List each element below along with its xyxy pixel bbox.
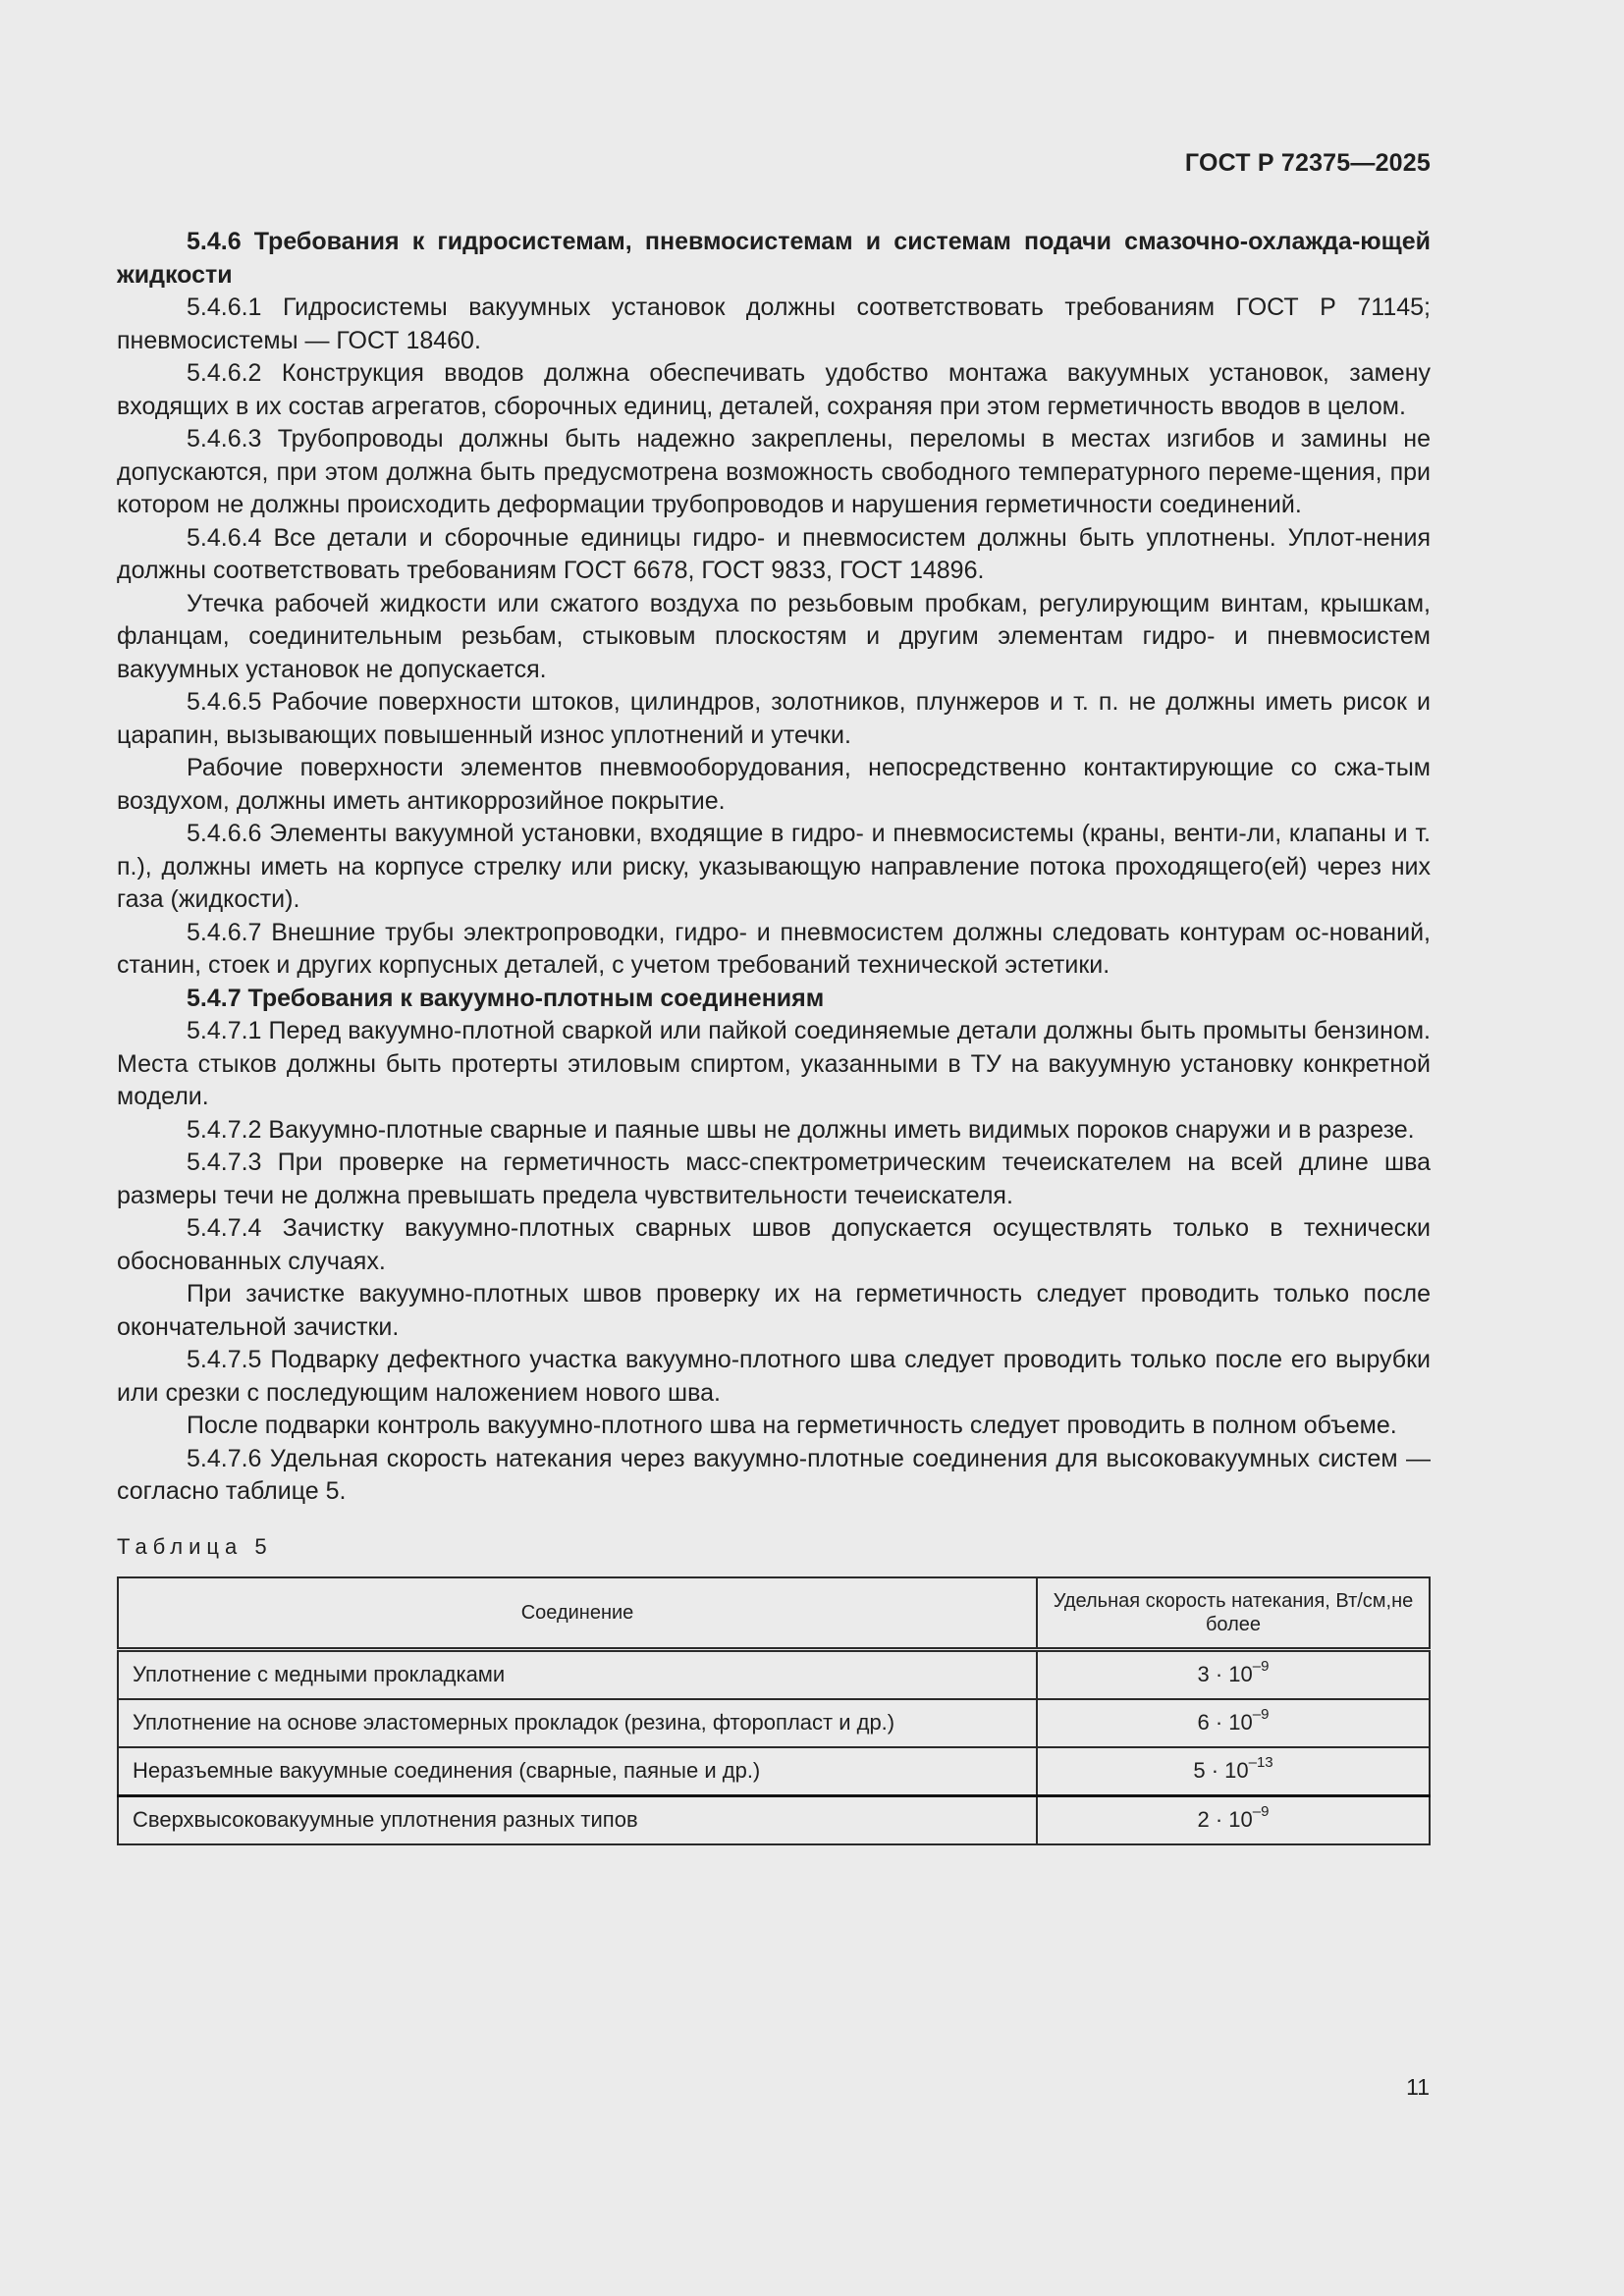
document-body — [117, 226, 1431, 1845]
paragraph: 5.4.7.5 Подварку дефектного участка вакуумно-плотного шва следует проводить только после его вырубки или срезки с последующим наложением нового шва. — [117, 1346, 1431, 1407]
joint-cell: Неразъемные вакуумные соединения (сварные, паяные и др.) — [118, 1747, 1037, 1796]
table-row — [118, 1699, 1430, 1747]
leak-rate-exponent: –9 — [1252, 1657, 1270, 1675]
joint-cell: Сверхвысоковакуумные уплотнения разных типов — [118, 1795, 1037, 1844]
leak-rate-base: 6 · 10 — [1197, 1710, 1253, 1735]
column-header-joint: Соединение — [118, 1577, 1037, 1650]
paragraph: 5.4.6.2 Конструкция вводов должна обеспечивать удобство монтажа вакуумных установок, замену входящих в их состав агрегатов, сборочных единиц, деталей, сохраняя при этом герметичность вводов в целом. — [117, 359, 1431, 420]
leak-rate-table — [117, 1576, 1431, 1845]
leak-rate-exponent: –9 — [1252, 1802, 1270, 1820]
paragraph: 5.4.6.3 Трубопроводы должны быть надежно закреплены, переломы в местах изгибов и замины не допускаются, при этом должна быть предусмотрена возможность свободного температурного переме-щения, при котором не должны происходить деформации трубопроводов и нарушения герметичности соединений. — [117, 425, 1431, 518]
paragraph: 5.4.6.1 Гидросистемы вакуумных установок должны соответствовать требованиям ГОСТ Р 71145; пневмосистемы — ГОСТ 18460. — [117, 294, 1431, 354]
paragraph: Утечка рабочей жидкости или сжатого воздуха по резьбовым пробкам, регулирующим винтам, крышкам, фланцам, соединительным резьбам, стыковым плоскостям и другим элементам гидро- и пневмосистем вакуумных установок не допускается. — [117, 589, 1431, 683]
paragraph: После подварки контроль вакуумно-плотного шва на герметичность следует проводить в полном объеме. — [187, 1412, 1397, 1439]
leak-rate-base: 3 · 10 — [1197, 1662, 1253, 1686]
table-row — [118, 1747, 1430, 1796]
paragraph: Рабочие поверхности элементов пневмооборудования, непосредственно контактирующие со сжа-тым воздухом, должны иметь антикоррозийное покрытие. — [117, 754, 1431, 815]
paragraph: При зачистке вакуумно-плотных швов проверку их на герметичность следует проводить только после окончательной зачистки. — [117, 1280, 1431, 1341]
paragraph: 5.4.6.7 Внешние трубы электропроводки, гидро- и пневмосистем должны следовать контурам ос-нований, станин, стоек и других корпусных деталей, с учетом требований технической эстетики. — [117, 918, 1431, 979]
column-header-leak-rate: Удельная скорость натекания, Вт/см,не более — [1037, 1577, 1430, 1650]
paragraph: 5.4.7.4 Зачистку вакуумно-плотных сварных швов допускается осуществлять только в технически обоснованных случаях. — [117, 1214, 1431, 1275]
leak-rate-cell — [1037, 1699, 1430, 1747]
leak-rate-exponent: –13 — [1248, 1753, 1273, 1771]
table-row — [118, 1795, 1430, 1844]
document-header: ГОСТ Р 72375—2025 — [1184, 149, 1431, 177]
section-heading-5-4-7: 5.4.7 Требования к вакуумно-плотным соединениям — [187, 984, 825, 1012]
paragraph: 5.4.7.2 Вакуумно-плотные сварные и паяные швы не должны иметь видимых пороков снаружи и в разрезе. — [187, 1115, 1415, 1144]
paragraph: 5.4.7.1 Перед вакуумно-плотной сваркой или пайкой соединяемые детали должны быть промыты бензином. Места стыков должны быть протерты этиловым спиртом, указанными в ТУ на вакуумную установку конкретной модели. — [117, 1017, 1431, 1110]
table-caption: Таблица 5 — [117, 1533, 273, 1559]
leak-rate-cell — [1037, 1795, 1430, 1844]
joint-cell: Уплотнение на основе эластомерных прокладок (резина, фторопласт и др.) — [118, 1699, 1037, 1747]
joint-cell: Уплотнение с медными прокладками — [118, 1649, 1037, 1699]
page-number: 11 — [1406, 2074, 1430, 2100]
paragraph: 5.4.7.3 При проверке на герметичность масс-спектрометрическим течеискателем на всей длине шва размеры течи не должна превышать предела чувствительности течеискателя. — [117, 1148, 1431, 1209]
leak-rate-exponent: –9 — [1252, 1705, 1270, 1723]
leak-rate-cell — [1037, 1747, 1430, 1796]
table-row — [118, 1649, 1430, 1699]
leak-rate-base: 2 · 10 — [1197, 1807, 1253, 1832]
paragraph: 5.4.6.4 Все детали и сборочные единицы гидро- и пневмосистем должны быть уплотнены. Уплот-нения должны соответствовать требованиям ГОСТ 6678, ГОСТ 9833, ГОСТ 14896. — [117, 523, 1431, 584]
table-header-row — [118, 1577, 1430, 1650]
section-heading-5-4-6: 5.4.6 Требования к гидросистемам, пневмосистемам и системам подачи смазочно-охлажда-ющей жидкости — [117, 228, 1431, 289]
leak-rate-base: 5 · 10 — [1193, 1758, 1249, 1783]
paragraph: 5.4.7.6 Удельная скорость натекания через вакуумно-плотные соединения для высоковакуумных систем — согласно таблице 5. — [117, 1444, 1431, 1505]
paragraph: 5.4.6.5 Рабочие поверхности штоков, цилиндров, золотников, плунжеров и т. п. не должны иметь рисок и царапин, вызывающих повышенный износ уплотнений и утечки. — [117, 688, 1431, 749]
paragraph: 5.4.6.6 Элементы вакуумной установки, входящие в гидро- и пневмосистемы (краны, венти-ли, клапаны и т. п.), должны иметь на корпусе стрелку или риску, указывающую направление потока проходящего(ей) через них газа (жидкости). — [117, 820, 1431, 913]
leak-rate-cell — [1037, 1649, 1430, 1699]
